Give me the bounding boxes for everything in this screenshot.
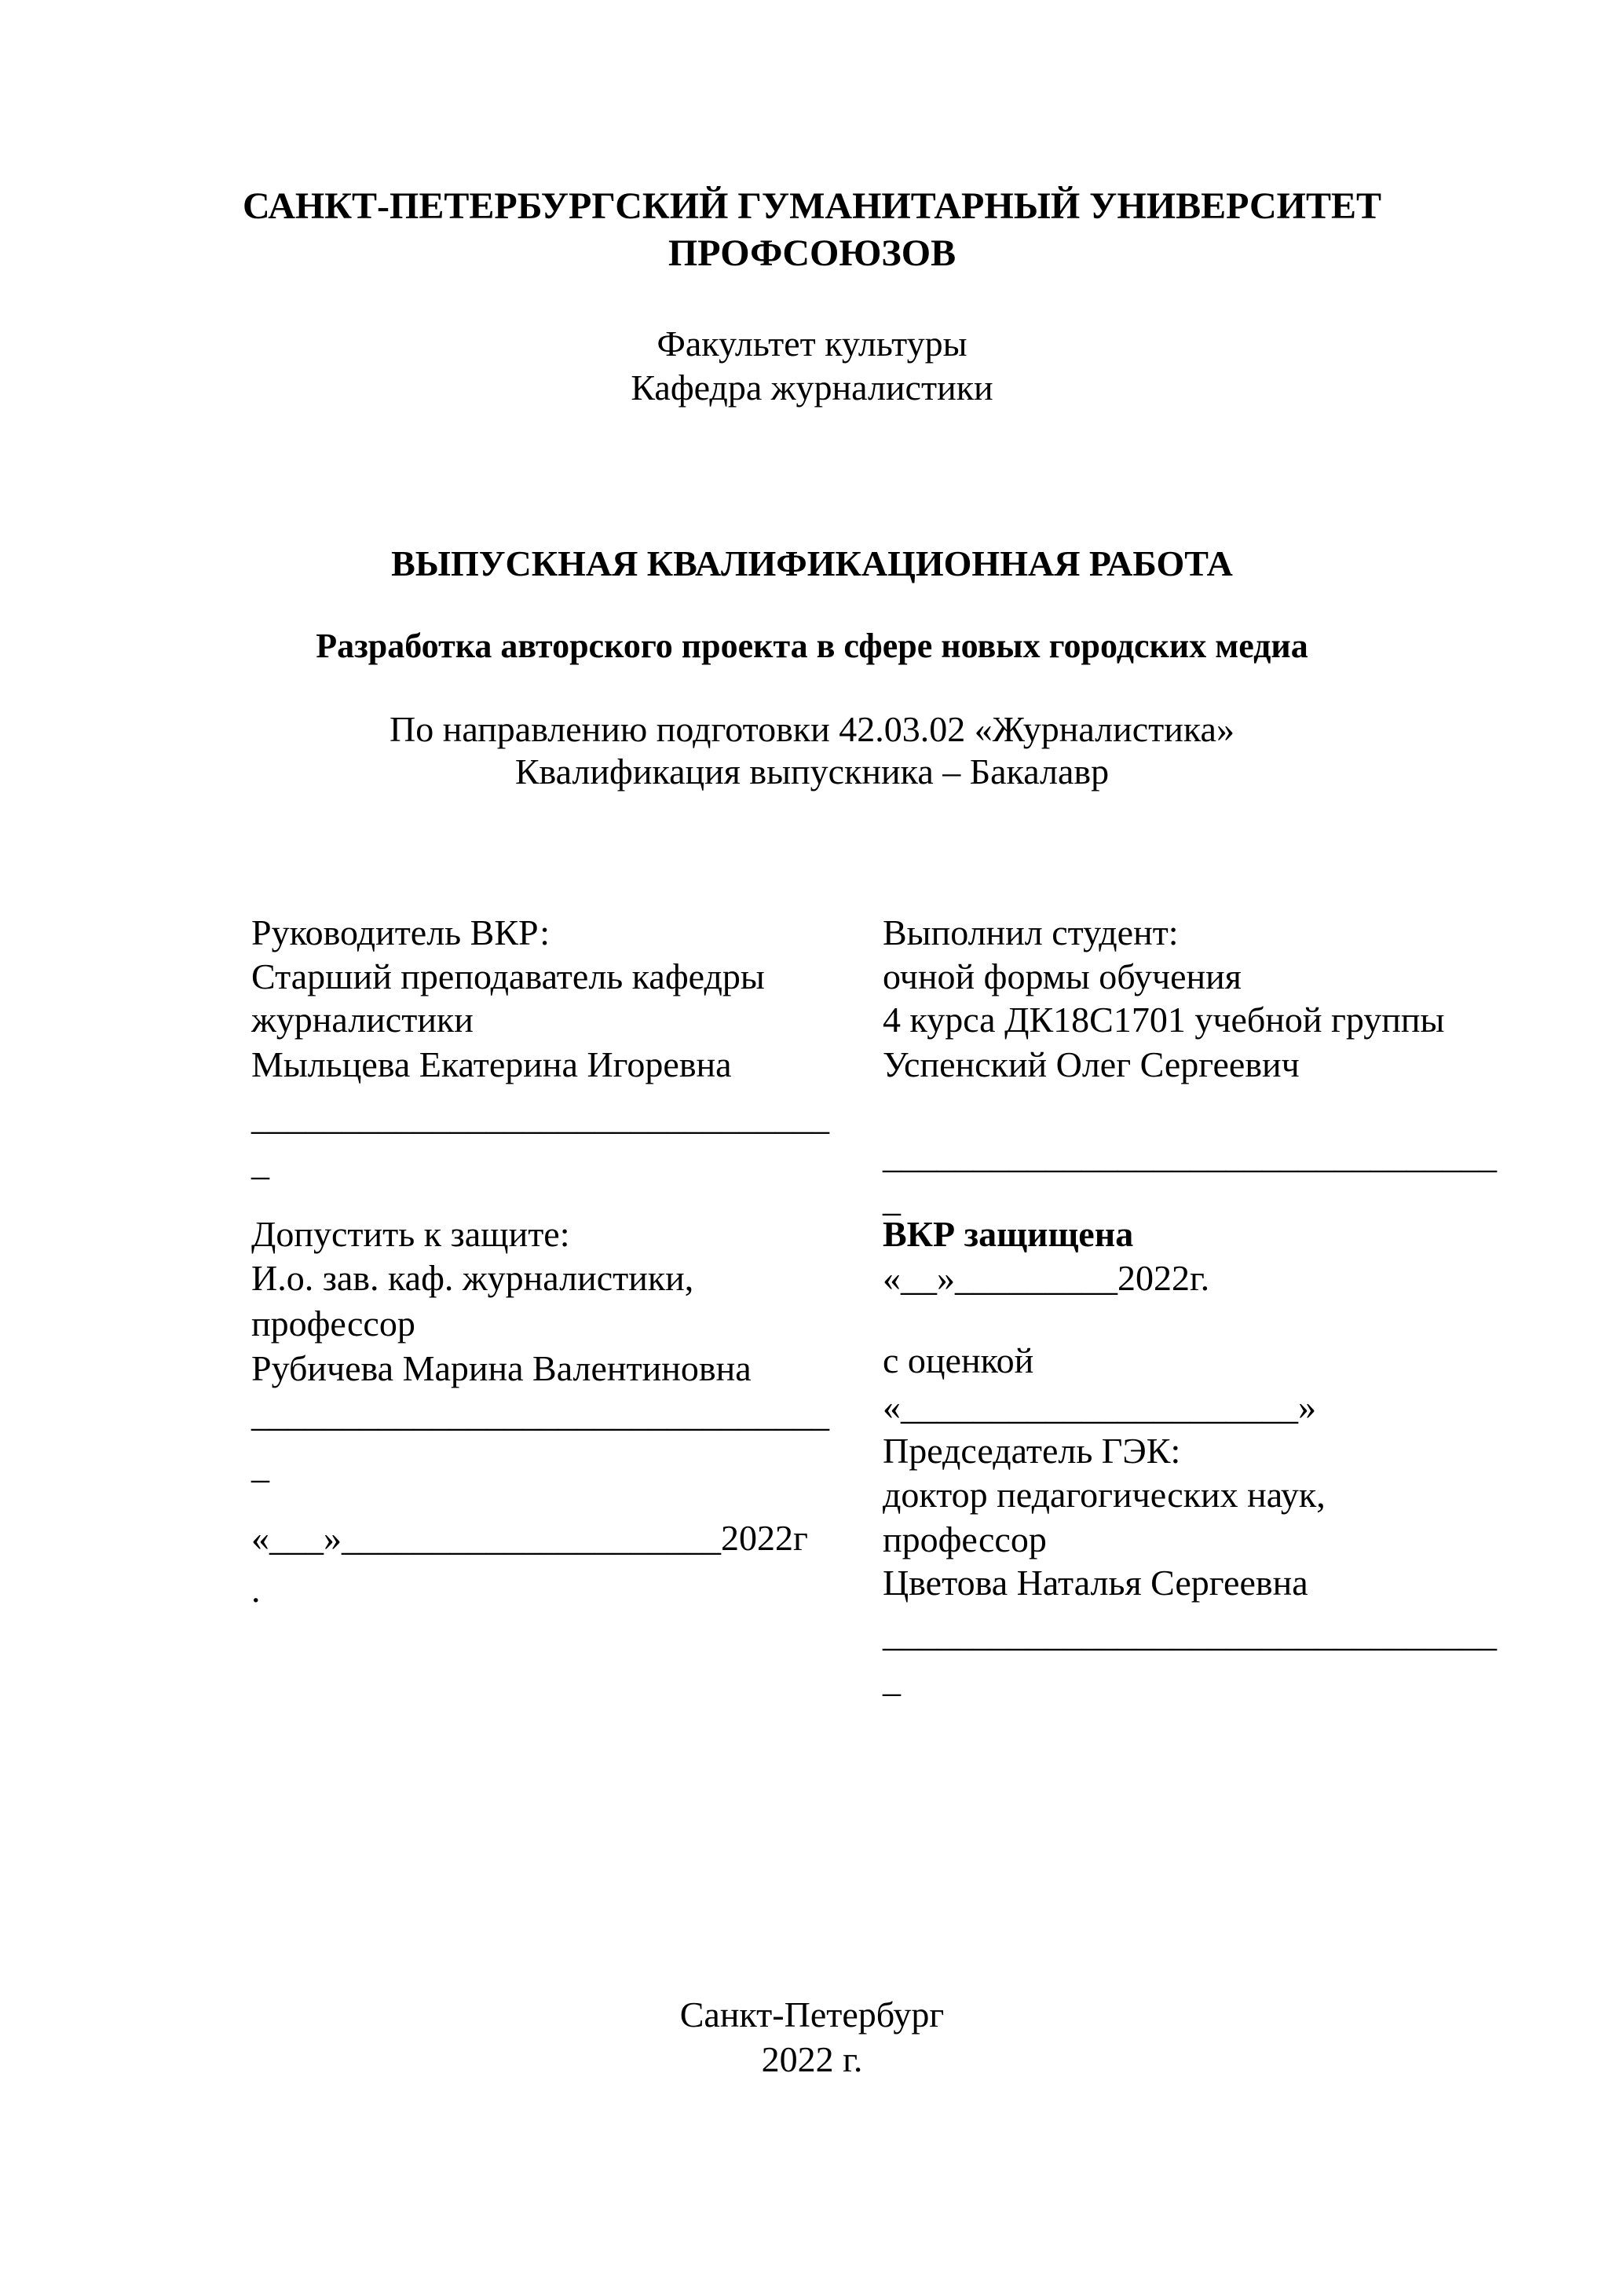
admit-signature-dash: _ [251, 1446, 269, 1486]
admit-date-dot: . [251, 1570, 261, 1610]
university-name-line1: САНКТ-ПЕТЕРБУРГСКИЙ ГУМАНИТАРНЫЙ УНИВЕРСИТЕТ [242, 185, 1382, 227]
student-label: Выполнил студент: [883, 912, 1179, 952]
defended-label: ВКР защищена [883, 1214, 1134, 1254]
admit-date-line: «___»_____________________2022г [251, 1518, 808, 1558]
chair-label: Председатель ГЭК: [883, 1431, 1181, 1471]
supervisor-signature-line: ________________________________ [251, 1097, 829, 1137]
qualification: Квалификация выпускника – Бакалавр [514, 751, 1110, 792]
supervisor-name: Мыльцева Екатерина Игоревна [251, 1044, 732, 1084]
student-signature-dash: _ [883, 1179, 901, 1219]
admit-name: Рубичева Марина Валентиновна [251, 1348, 752, 1388]
admit-label: Допустить к защите: [251, 1214, 570, 1254]
admit-position: И.о. зав. каф. журналистики, [251, 1258, 694, 1298]
admit-position-cont: профессор [251, 1303, 415, 1344]
student-study-form: очной формы обучения [883, 956, 1242, 996]
chair-name: Цветова Наталья Сергеевна [883, 1563, 1308, 1603]
city: Санкт-Петербург [679, 1994, 945, 2035]
student-name: Успенский Олег Сергеевич [883, 1044, 1300, 1084]
grade-line: «______________________» [883, 1387, 1316, 1427]
faculty: Факультет культуры [657, 324, 967, 364]
admit-signature-line: ________________________________ [251, 1394, 829, 1434]
grade-label: с оценкой [883, 1340, 1034, 1380]
supervisor-signature-dash: _ [251, 1143, 269, 1183]
university-name-line2: ПРОФСОЮЗОВ [668, 232, 956, 274]
chair-position-cont: профессор [883, 1519, 1047, 1559]
defended-date: «__»_________2022г. [883, 1258, 1210, 1298]
supervisor-position: Старший преподаватель кафедры [251, 956, 765, 996]
chair-signature-line: __________________________________ [883, 1614, 1497, 1654]
direction: По направлению подготовки 42.03.02 «Журналистика» [390, 709, 1234, 749]
supervisor-position-cont: журналистики [251, 1000, 474, 1040]
student-group: 4 курса ДК18С1701 учебной группы [883, 1000, 1445, 1040]
year: 2022 г. [761, 2039, 863, 2079]
department: Кафедра журналистики [631, 367, 993, 408]
chair-position: доктор педагогических наук, [883, 1475, 1326, 1515]
student-signature-line: __________________________________ [883, 1135, 1497, 1175]
supervisor-label: Руководитель ВКР: [251, 912, 550, 952]
work-title: Разработка авторского проекта в сфере новых городских медиа [316, 627, 1308, 665]
chair-signature-dash: _ [883, 1659, 901, 1699]
work-type: ВЫПУСКНАЯ КВАЛИФИКАЦИОННАЯ РАБОТА [391, 543, 1233, 583]
